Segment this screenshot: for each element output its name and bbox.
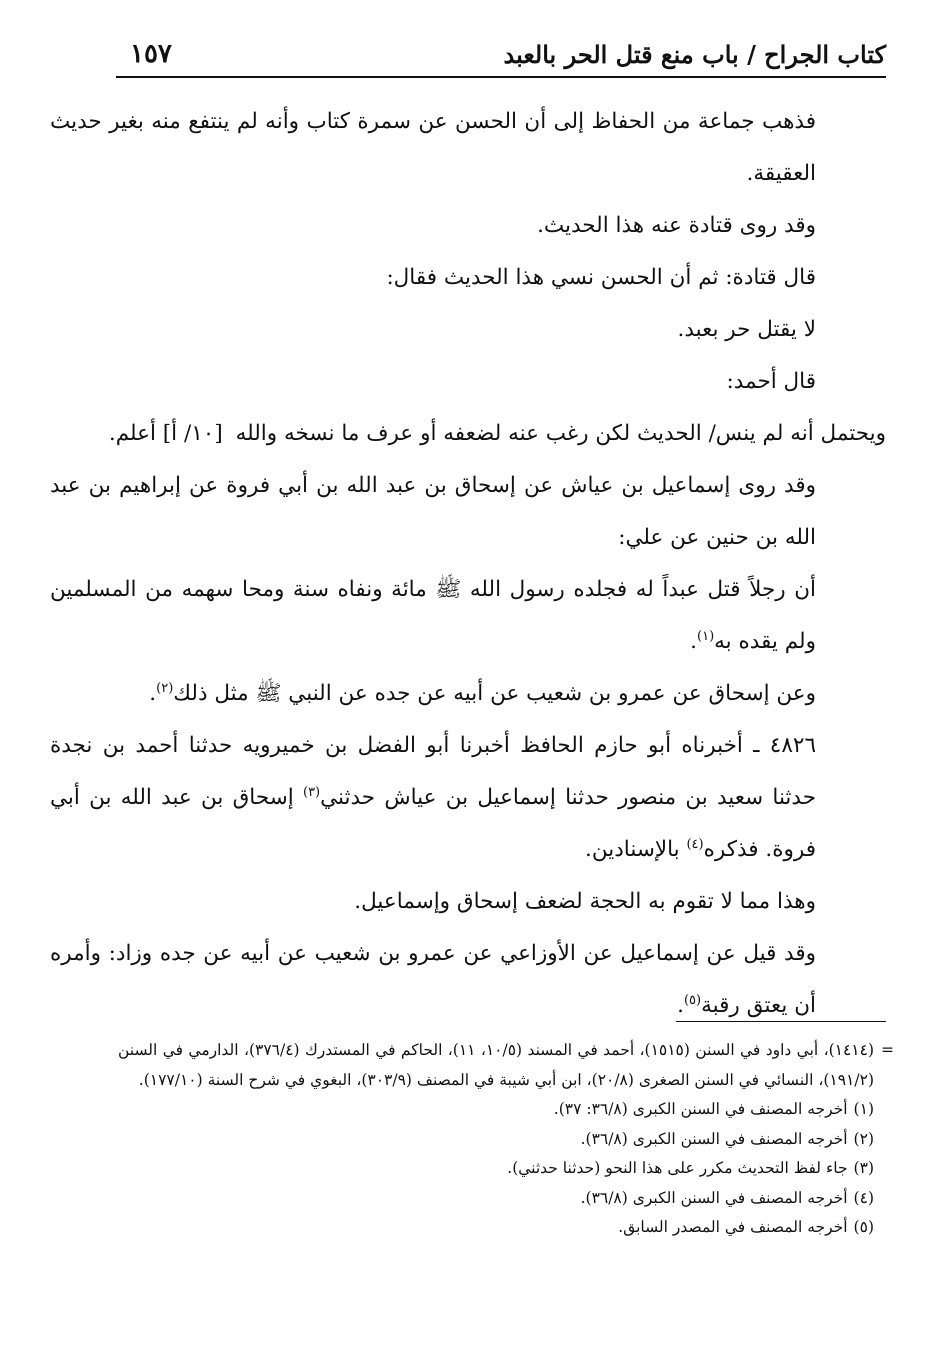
paragraph-ali-hadith — [50, 564, 886, 668]
footnote-continued-text: (١٤١٤)، أبي داود في السنن (١٥١٥)، أحمد في المسند (١٠/٥، ١١)، الحاكم في المستدرك (٣٧٦/٤)، الدارمي في السنن (١٩١/٢)، النسائي في السنن الصغرى (٢٠/٨)، ابن أبي شيبة في المصنف (٣٠٣/٩)، البغوي في شرح السنة (١٧٧/١٠). — [118, 1041, 875, 1089]
paragraph-qatada-narration: وقد روى قتادة عنه هذا الحديث. — [537, 213, 816, 238]
footnote-ref-3: (٣) — [302, 784, 321, 800]
footnote-3 — [118, 1154, 886, 1184]
page-number: ١٥٧ — [130, 39, 172, 69]
footnote-number: (٢) — [853, 1129, 874, 1148]
ali-hadith-text: أن رجلاً قتل عبداً له فجلده رسول الله ﷺ مائة ونفاه سنة ومحا سهمه من المسلمين ولم يقده به — [50, 577, 816, 654]
footnote-4 — [118, 1184, 886, 1214]
footnotes — [118, 1036, 894, 1243]
amr-narration-end: . — [149, 681, 157, 706]
hadith-4826-end: بالإسنادين. — [585, 837, 680, 862]
continuation-mark: = — [881, 1041, 894, 1059]
hadith-4826-text-2: إسحاق بن عبد الله بن أبي فروة. فذكره — [50, 785, 816, 862]
paragraph-ahmad-comment — [50, 408, 886, 460]
paragraph-ahmad-said: قال أحمد: — [726, 369, 816, 394]
footnote-number: (٤) — [853, 1188, 874, 1207]
comment-end: أعلم. — [108, 421, 156, 446]
hadith-4826-text: ٤٨٢٦ ـ أخبرناه أبو حازم الحافظ أخبرنا أبو الفضل بن خميرويه حدثنا أحمد بن نجدة حدثنا سعيد بن منصور حدثنا إسماعيل بن عياش حدثني — [50, 733, 816, 810]
footnote-text: أخرجه المصنف في السنن الكبرى (٣٦/٨). — [580, 1129, 848, 1148]
paragraph-hadith-text: لا يقتل حر بعبد. — [677, 317, 816, 342]
footnote-text: أخرجه المصنف في المصدر السابق. — [618, 1218, 848, 1236]
paragraph-amr-narration — [50, 668, 886, 720]
folio-marker: [١٠/ أ] — [162, 421, 223, 446]
footnote-1 — [118, 1095, 886, 1125]
footnote-text: جاء لفظ التحديث مكرر على هذا النحو (حدثنا حدثني). — [507, 1159, 848, 1177]
footnote-separator — [676, 1021, 886, 1022]
comment-text: ويحتمل أنه لم ينس/ الحديث لكن رغب عنه لضعفه أو عرف ما نسخه والله — [235, 421, 886, 446]
page-header — [116, 32, 886, 78]
footnote-2 — [118, 1125, 886, 1155]
ali-hadith-end: . — [690, 629, 698, 654]
paragraph-qatada-said: قال قتادة: ثم أن الحسن نسي هذا الحديث فقال: — [386, 265, 816, 290]
amr-narration-text: وعن إسحاق عن عمرو بن شعيب عن أبيه عن جده عن النبي ﷺ مثل ذلك — [173, 681, 816, 706]
footnote-ref-4: (٤) — [686, 836, 704, 852]
paragraph-hadith-4826 — [50, 720, 886, 876]
paragraph-ismail-narration: وقد روى إسماعيل بن عياش عن إسحاق بن عبد الله بن أبي فروة عن إبراهيم بن عبد الله بن حنين عن علي: — [50, 473, 816, 550]
footnote-number: (٣) — [853, 1159, 874, 1177]
awzai-narration-end: . — [677, 993, 684, 1018]
footnote-number: (٥) — [853, 1218, 874, 1236]
paragraph-weakness: وهذا مما لا تقوم به الحجة لضعف إسحاق وإسماعيل. — [354, 889, 816, 914]
awzai-narration-text: وقد قيل عن إسماعيل عن الأوزاعي عن عمرو بن شعيب عن أبيه عن جده وزاد: وأمره أن يعتق رقبة — [50, 941, 816, 1018]
footnote-ref-1: (١) — [697, 628, 715, 644]
paragraph-hasan-samura: فذهب جماعة من الحفاظ إلى أن الحسن عن سمرة كتاب وأنه لم ينتفع منه بغير حديث العقيقة. — [50, 109, 816, 186]
footnote-5 — [118, 1213, 886, 1243]
footnote-ref-5: (٥) — [683, 992, 702, 1008]
footnote-ref-2: (٢) — [156, 680, 174, 696]
footnote-continued — [118, 1036, 894, 1095]
footnote-text: أخرجه المصنف في السنن الكبرى (٣٦/٨: ٣٧). — [553, 1100, 848, 1118]
footnote-text: أخرجه المصنف في السنن الكبرى (٣٦/٨). — [580, 1188, 848, 1207]
running-title: كتاب الجراح / باب منع قتل الحر بالعبد — [503, 39, 886, 69]
footnote-number: (١) — [853, 1100, 874, 1118]
main-text — [50, 96, 886, 1032]
paragraph-awzai-narration — [50, 928, 886, 1032]
